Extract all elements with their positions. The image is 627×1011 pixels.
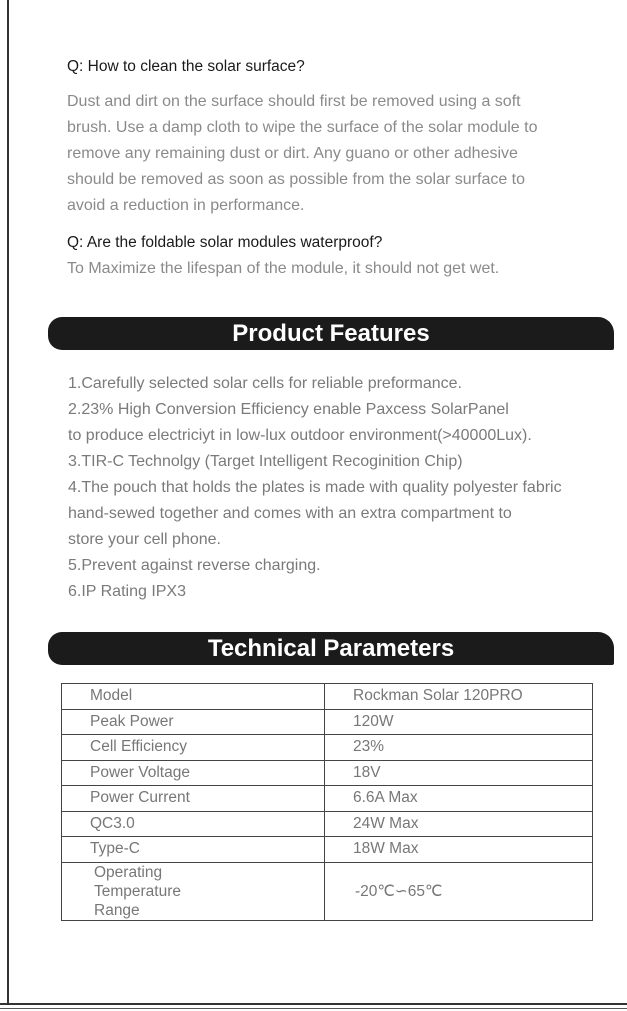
technical-parameters-table (61, 683, 593, 921)
param-label: Model (62, 684, 325, 710)
feature-line: 4.The pouch that holds the plates is made with quality polyester fabric (68, 479, 562, 496)
feature-line: 5.Prevent against reverse charging. (68, 557, 321, 574)
faq-answer-cleaning (67, 89, 607, 219)
param-label: Cell Efficiency (62, 735, 325, 761)
table-row-temperature (62, 862, 593, 920)
feature-line: 3.TIR-C Technolgy (Target Intelligent Recoginition Chip) (68, 453, 463, 470)
param-value: 120W (325, 709, 593, 735)
faq-answer-waterproof (67, 256, 607, 282)
param-value-temperature: -20℃∽65℃ (325, 862, 593, 920)
answer-line: brush. Use a damp cloth to wipe the surface of the solar module to (67, 119, 538, 136)
technical-parameters-heading: Technical Parameters (207, 635, 455, 662)
feature-line: 1.Carefully selected solar cells for reliable preformance. (68, 375, 462, 392)
answer-line: avoid a reduction in performance. (67, 197, 305, 214)
product-features-heading: Product Features (232, 320, 430, 347)
faq-question-cleaning: Q: How to clean the solar surface? (67, 58, 305, 75)
param-value: 23% (325, 735, 593, 761)
table-row (62, 709, 593, 735)
feature-line: hand-sewed together and comes with an extra compartment to (68, 505, 512, 522)
feature-line: 2.23% High Conversion Efficiency enable Paxcess SolarPanel (68, 401, 509, 418)
feature-line: 6.IP Rating IPX3 (68, 583, 186, 600)
param-value: 24W Max (325, 811, 593, 837)
param-value: Rockman Solar 120PRO (325, 684, 593, 710)
product-features-banner (48, 317, 614, 350)
param-value: 18W Max (325, 837, 593, 863)
table-row (62, 811, 593, 837)
param-value: 6.6A Max (325, 786, 593, 812)
table-row (62, 684, 593, 710)
param-label: Type-C (62, 837, 325, 863)
feature-line: to produce electriciyt in low-lux outdoor environment(>40000Lux). (68, 427, 532, 444)
features-list (68, 371, 618, 605)
table-row (62, 786, 593, 812)
page-border-left (0, 0, 9, 1003)
technical-parameters-banner (48, 632, 614, 665)
page-border-bottom-inner (0, 1008, 627, 1009)
param-label-temperature (62, 862, 325, 920)
param-value: 18V (325, 760, 593, 786)
table-row (62, 760, 593, 786)
param-label: QC3.0 (62, 811, 325, 837)
feature-line: store your cell phone. (68, 531, 221, 548)
page-border-bottom (0, 1003, 627, 1005)
answer-line: To Maximize the lifespan of the module, it should not get wet. (67, 260, 500, 277)
label-line: Operating (94, 863, 163, 881)
label-line: Range (94, 901, 140, 919)
answer-line: remove any remaining dust or dirt. Any guano or other adhesive (67, 145, 518, 162)
faq-question-waterproof: Q: Are the foldable solar modules waterproof? (67, 234, 383, 251)
param-label: Power Voltage (62, 760, 325, 786)
table-row (62, 837, 593, 863)
param-label: Power Current (62, 786, 325, 812)
param-label: Peak Power (62, 709, 325, 735)
label-line: Temperature (94, 882, 182, 900)
table-row (62, 735, 593, 761)
answer-line: should be removed as soon as possible from the solar surface to (67, 171, 526, 188)
answer-line: Dust and dirt on the surface should first be removed using a soft (67, 93, 521, 110)
